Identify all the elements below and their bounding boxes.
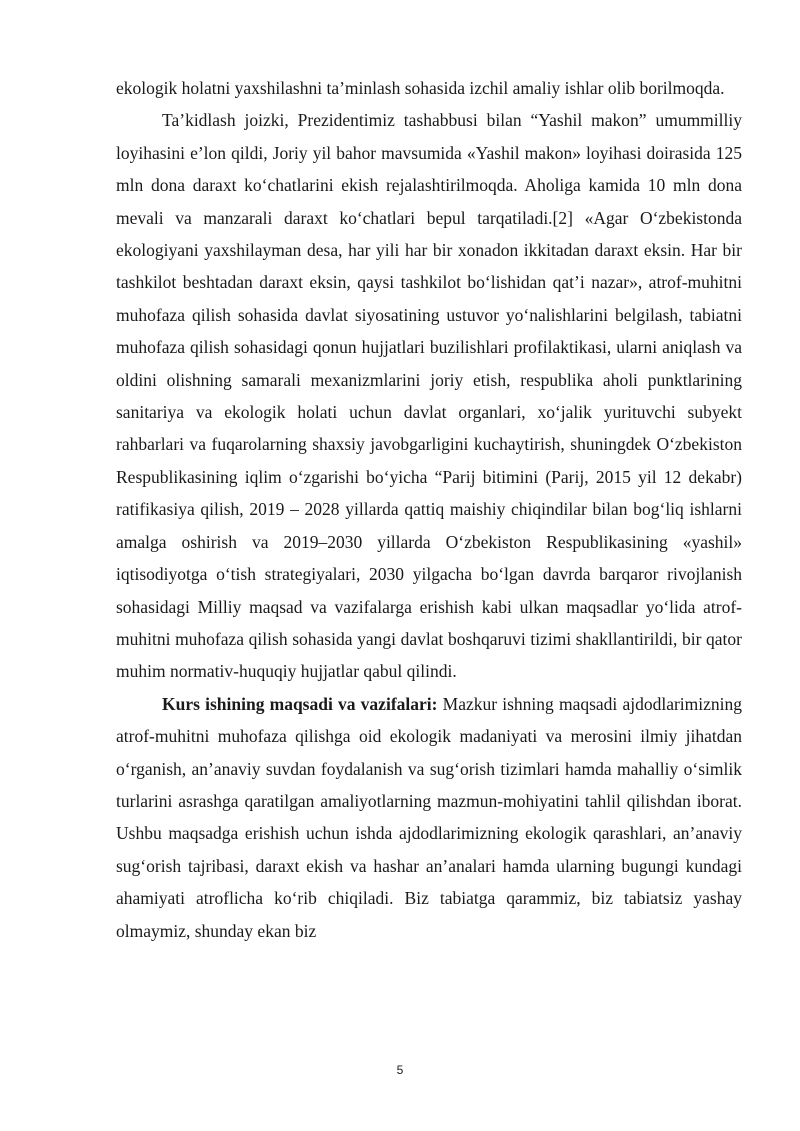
section-heading-inline: Kurs ishining maqsadi va vazifalari: [162, 693, 438, 714]
body-text [116, 72, 742, 947]
paragraph-continuation: ekologik holatni yaxshilashni ta’minlash sohasida izchil amaliy ishlar olib borilmoqda. [116, 78, 725, 98]
paragraph-course-goals [116, 688, 742, 947]
paragraph-course-goals-body: Mazkur ishning maqsadi ajdodlarimizning atrof-muhitni muhofaza qilishga oid ekologik madaniyati va merosini ilmiy jihatdan o‘rganish, an’anaviy suvdan foydalanish va sug‘orish tizimlari hamda mahalliy o‘simlik turlarini asrashga qaratilgan amaliyotlarning mazmun-mohiyatini tahlil qilishdan iborat. Ushbu maqsadga erishish uchun ishda ajdodlarimizning ekologik qarashlari, an’anaviy sug‘orish tajribasi, daraxt ekish va hashar an’analari hamda ularning bugungi kundagi ahamiyati atroflicha ko‘rib chiqiladi. Biz tabiatga qarammiz, biz tabiatsiz yashay olmaymiz, shunday ekan biz [116, 693, 742, 941]
paragraph-yashil-makon: Ta’kidlash joizki, Prezidentimiz tashabbusi bilan “Yashil makon” umummilliy loyihasini e’lon qildi, Joriy yil bahor mavsumida «Yashil makon» loyihasi doirasida 125 mln dona daraxt ko‘chatlarini ekish rejalashtirilmoqda. Aholiga kamida 10 mln dona mevali va manzarali daraxt ko‘chatlari bepul tarqatiladi.[2] «Agar O‘zbekistonda ekologiyani yaxshilayman desa, har yili har bir xonadon ikkitadan daraxt eksin. Har bir tashkilot beshtadan daraxt eksin, qaysi tashkilot bo‘lishidan qat’i nazar», atrof-muhitni muhofaza qilish sohasida davlat siyosatining ustuvor yo‘nalishlarini belgilash, tabiatni muhofaza qilish sohasidagi qonun hujjatlari buzilishlari profilaktikasi, ularni aniqlash va oldini olishning samarali mexanizmlarini joriy etish, respublika aholi punktlarining sanitariya va ekologik holati uchun davlat organlari, xo‘jalik yurituvchi subyekt rahbarlari va fuqarolarning shaxsiy javobgarligini kuchaytirish, shuningdek O‘zbekiston Respublikasining iqlim o‘zgarishi bo‘yicha “Parij bitimini (Parij, 2015 yil 12 dekabr) ratifikasiya qilish, 2019 – 2028 yillarda qattiq maishiy chiqindilar bilan bog‘liq ishlarni amalga oshirish va 2019–2030 yillarda O‘zbekiston Respublikasining «yashil» iqtisodiyotga o‘tish strategiyalari, 2030 yilgacha bo‘lgan davrda barqaror rivojlanish sohasidagi Milliy maqsad va vazifalarga erishish kabi ulkan maqsadlar yo‘lida atrof-muhitni muhofaza qilish sohasida yangi davlat boshqaruvi tizimi shakllantirildi, bir qator muhim normativ-huquqiy hujjatlar qabul qilindi. [116, 110, 742, 682]
page-number: 5 [396, 1063, 404, 1077]
